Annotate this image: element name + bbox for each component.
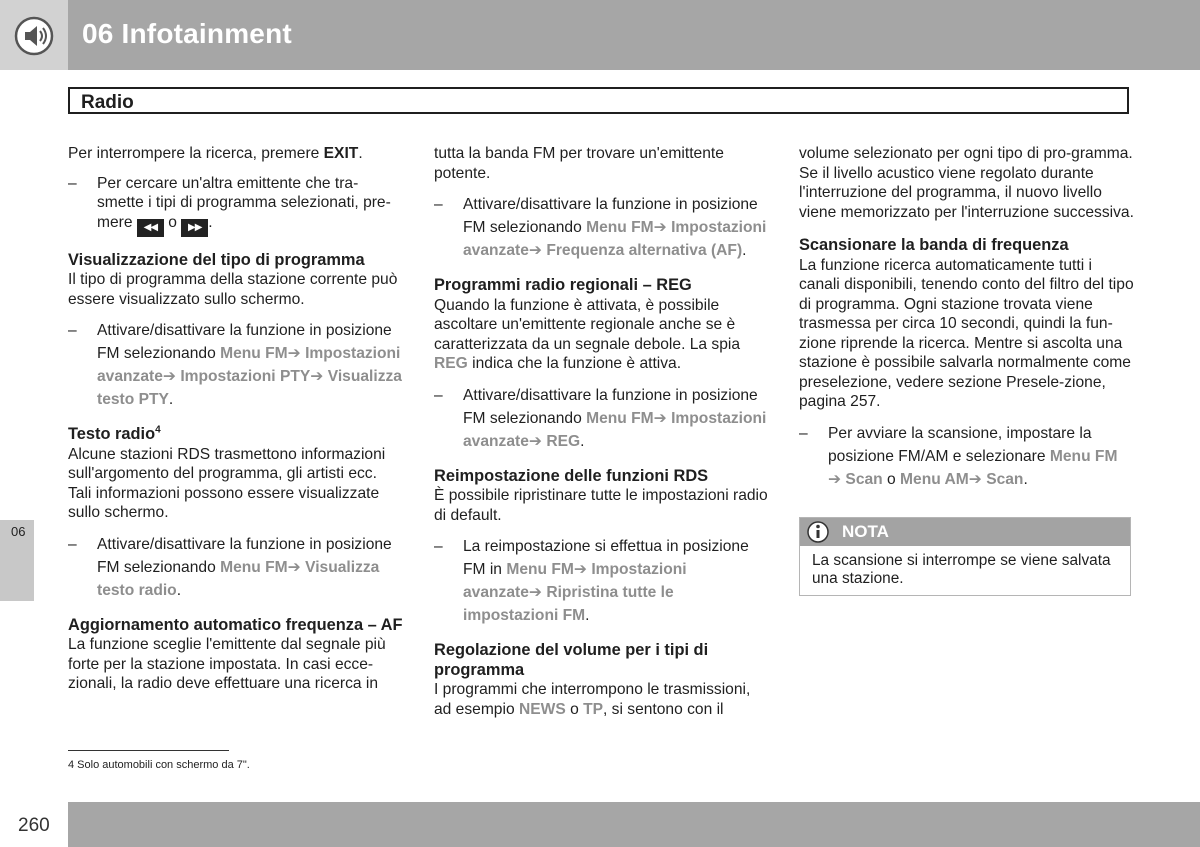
reg-indicator: REG (434, 355, 468, 372)
note-header (800, 518, 1130, 546)
exit-button-label: EXIT (323, 145, 359, 162)
note-box (799, 517, 1131, 596)
paragraph: È possibile ripristinare tutte le impostazioni radio di default. (434, 487, 768, 524)
menu-path: Menu FM (586, 409, 654, 427)
instruction-item: – Per cercare un'altra emittente che tra-smette i tipi di programma selezionati, pre-mere ◀◀ o ▶▶ . (68, 174, 403, 237)
heading: Aggiornamento automatico frequenza – AF (68, 615, 403, 634)
instruction-item: – Attivare/disattivare la funzione in posizione FM selezionando Menu FM➔ Impostazioni avanzate➔ REG. (434, 386, 767, 450)
menu-path: Menu FM (586, 219, 654, 236)
page-footer-bar (68, 802, 1200, 847)
chapter-header (0, 0, 1200, 70)
side-tab-label: 06 (11, 524, 26, 539)
instruction-item: – Attivare/disattivare la funzione in posizione FM selezionando Menu FM➔ Impostazioni avanzate➔ Impostazioni PTY➔ Visualizza testo PTY. (68, 322, 402, 408)
heading: Reimpostazione delle funzioni RDS (434, 466, 709, 485)
footnote-divider (68, 750, 229, 751)
chapter-side-tab (0, 520, 34, 601)
chapter-icon-box (0, 0, 68, 70)
column-3 (799, 144, 1134, 491)
menu-path: Menu FM (220, 558, 288, 576)
next-track-icon: ▶▶ (181, 219, 208, 237)
footnote-ref: 4 (155, 424, 161, 436)
info-icon (805, 520, 831, 544)
section-title-box (68, 87, 1129, 114)
heading: Testo radio$^4$ (68, 424, 161, 443)
instruction-item: – Per avviare la scansione, impostare la posizione FM/AM e selezionare Menu FM ➔ Scan o Menu AM➔ Scan. (799, 424, 1118, 488)
paragraph: Alcune stazioni RDS trasmettono informazioni sull'argomento del programma, gli artisti ecc. Tali informazioni possono essere visualizzate sullo schermo. (68, 445, 386, 521)
chapter-title: 06 Infotainment (82, 18, 292, 49)
heading: Regolazione del volume per i tipi di programma (434, 641, 709, 679)
heading: Scansionare la banda di frequenza (799, 236, 1069, 254)
paragraph: La funzione ricerca automaticamente tutti i canali disponibili, tenendo conto del filtro del tipo di programma. Ogni stazione trovata viene trasmessa per circa 10 secondi, quindi la fun-zione riprende la ricerca. Mentre si ascolta una stazione è possibile salvarla normalmente come preselezione, vedere sezione Presele-zione, pagina 257. (799, 256, 1134, 410)
section-title: Radio (81, 92, 134, 113)
instruction-item: – Attivare/disattivare la funzione in posizione FM selezionando Menu FM➔ Visualizza testo radio. (68, 535, 392, 599)
footnote: 4 Solo automobili con schermo da 7". (68, 759, 250, 771)
note-label: NOTA (842, 522, 889, 541)
paragraph: I programmi che interrompono le trasmissioni, ad esempio NEWS o TP, si sentono con il (434, 681, 751, 718)
page-number: 260 (18, 815, 50, 836)
paragraph: volume selezionato per ogni tipo di pro-gramma. Se il livello acustico viene regolato durante l'interruzione del programma, il nuovo livello viene memorizzato per l'interruzione successiva. (799, 145, 1134, 221)
note-text: La scansione si interrompe se viene salvata una stazione. (812, 552, 1111, 587)
heading: Visualizzazione del tipo di programma (68, 250, 365, 269)
paragraph: tutta la banda FM per trovare un'emittente potente. (434, 145, 724, 182)
speaker-icon (14, 16, 54, 56)
column-1 (68, 144, 403, 694)
previous-track-icon: ◀◀ (137, 219, 164, 237)
menu-path: Menu FM (220, 345, 288, 362)
instruction-item: – La reimpostazione si effettua in posizione FM in Menu FM➔ Impostazioni avanzate➔ Ripristina tutte le impostazioni FM. (434, 538, 749, 624)
paragraph: Quando la funzione è attivata, è possibile ascoltare un'emittente regionale anche se è caratterizzata da un segnale debole. La spia REG indica che la funzione è attiva. (434, 296, 741, 372)
paragraph: Il tipo di programma della stazione corrente può essere visualizzato sullo schermo. (68, 271, 398, 308)
heading: Programmi radio regionali – REG (434, 276, 692, 294)
instruction-item: – Attivare/disattivare la funzione in posizione FM selezionando Menu FM➔ Impostazioni avanzate➔ Frequenza alternativa (AF). (434, 196, 767, 259)
menu-path: Menu FM (506, 561, 574, 578)
paragraph: La funzione sceglie l'emittente dal segnale più forte per la stazione impostata. In casi ecce-zionali, la radio deve effettuare una ricerca in (68, 636, 386, 692)
paragraph: Per interrompere la ricerca, premere EXIT. (68, 145, 363, 162)
column-2 (434, 144, 769, 719)
menu-path: Menu FM (1049, 447, 1118, 465)
